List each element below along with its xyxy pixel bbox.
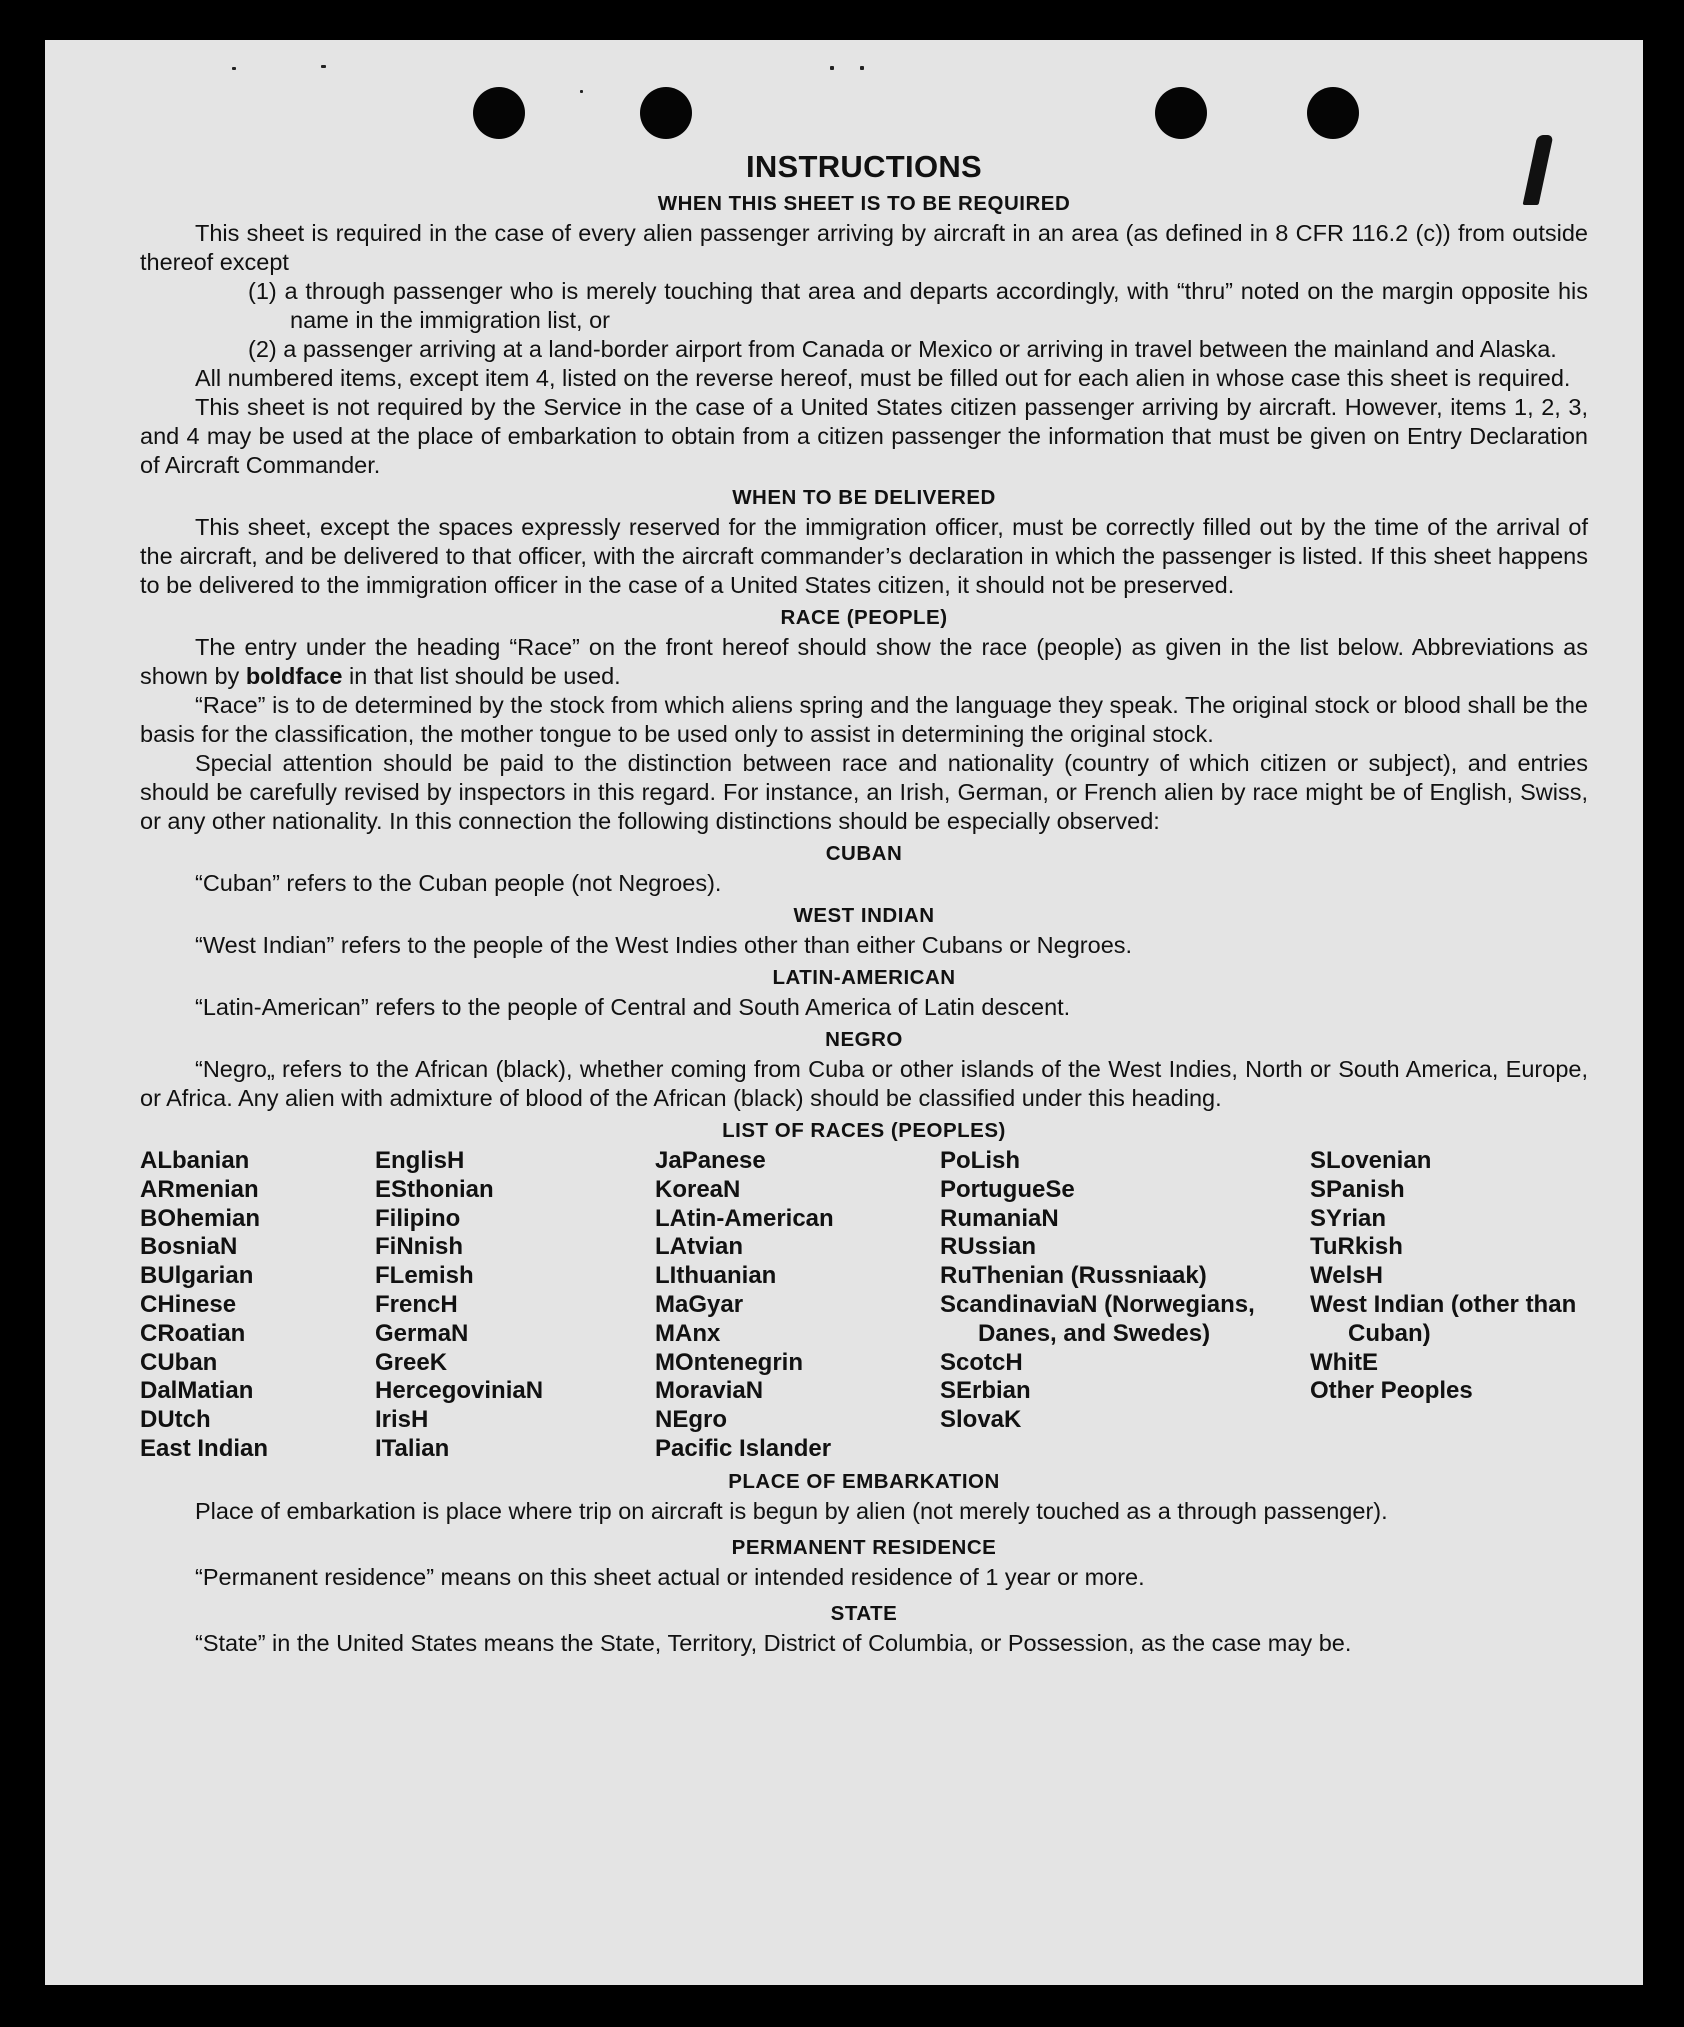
race-entry: SPanish <box>1310 1175 1405 1203</box>
paragraph: All numbered items, except item 4, listed on the reverse hereof, must be filled out for each alien in whose case this sheet is required. <box>195 365 1571 391</box>
section-heading: LIST OF RACES (PEOPLES) <box>722 1119 1006 1142</box>
speck <box>830 66 834 70</box>
races-list <box>140 1147 1588 1464</box>
race-entry: HercegoviniaN <box>375 1377 544 1405</box>
races-column <box>940 1147 1310 1464</box>
speck <box>860 66 864 70</box>
race-entry: RUssian <box>940 1233 1037 1261</box>
paragraph: Special attention should be paid to the distinction between race and nationality (country of which citizen or subject), and entries should be carefully revised by inspectors in this regard. For instance, an Irish, German, or French alien by race might be of English, Swiss, or any other nationality. In this connection the following distinctions should be especially observed: <box>140 750 1588 834</box>
races-column <box>140 1147 375 1464</box>
race-entry: ScotcH <box>940 1348 1023 1376</box>
race-entry: LAtin-American <box>655 1204 834 1232</box>
paragraph: “Negro„ refers to the African (black), whether coming from Cuba or other islands of the West Indies, North or South America, Europe, or Africa. Any alien with admixture of blood of the African (black) should be classified under this heading. <box>140 1056 1588 1111</box>
paragraph: This sheet, except the spaces expressly reserved for the immigration officer, must be correctly filled out by the time of the arrival of the aircraft, and be delivered to that officer, with the aircraft commander’s declaration in which the passenger is listed. If this sheet happens to be delivered to the immigration officer in the case of a United States citizen, it should not be preserved. <box>140 514 1588 598</box>
race-entry: WelsH <box>1310 1262 1383 1290</box>
race-entry: FLemish <box>375 1262 474 1290</box>
race-entry: MoraviaN <box>655 1377 764 1405</box>
speck <box>580 90 583 93</box>
section-heading: NEGRO <box>825 1028 903 1051</box>
race-entry: GreeK <box>375 1348 448 1376</box>
race-entry: Pacific Islander <box>655 1434 832 1462</box>
race-entry: JaPanese <box>655 1147 766 1174</box>
page-title: INSTRUCTIONS <box>745 149 983 184</box>
race-entry: Filipino <box>375 1204 461 1232</box>
race-entry: SYrian <box>1310 1204 1387 1232</box>
punch-hole <box>473 87 525 139</box>
paragraph: “West Indian” refers to the people of the West Indies other than either Cubans or Negroes. <box>195 932 1133 958</box>
bold-word: boldface <box>245 663 343 689</box>
race-entry: BosniaN <box>140 1233 238 1261</box>
race-entry: SLovenian <box>1310 1147 1432 1174</box>
race-entry: ARmenian <box>140 1175 259 1203</box>
paragraph: “Permanent residence” means on this sheet actual or intended residence of 1 year or more. <box>195 1563 1145 1590</box>
race-entry: CUban <box>140 1348 218 1376</box>
race-entry: EnglisH <box>375 1147 465 1174</box>
paragraph: This sheet is required in the case of every alien passenger arriving by aircraft in an area (as defined in 8 CFR 116.2 (c)) from outside thereof except <box>140 220 1588 275</box>
race-entry: ScandinaviaN (Norwegians, Danes, and Swedes) <box>940 1290 1255 1347</box>
race-entry: FrencH <box>375 1290 458 1318</box>
section-heading: WHEN THIS SHEET IS TO BE REQUIRED <box>657 192 1071 215</box>
race-entry: NEgro <box>655 1406 727 1434</box>
paragraph <box>140 633 1588 691</box>
list-item: (1) a through passenger who is merely touching that area and departs accordingly, with “thru” noted on the margin opposite his name in the immigration list, or <box>248 278 1588 333</box>
race-entry: DalMatian <box>140 1377 254 1405</box>
race-entry: GermaN <box>375 1319 469 1347</box>
paragraph: “Cuban” refers to the Cuban people (not Negroes). <box>195 870 722 896</box>
race-entry: BOhemian <box>140 1204 261 1232</box>
race-entry: SErbian <box>940 1377 1031 1405</box>
race-entry: West Indian (other than Cuban) <box>1310 1290 1577 1347</box>
speck <box>321 65 326 68</box>
section-heading: WEST INDIAN <box>793 904 935 927</box>
paragraph: “State” in the United States means the State, Territory, District of Columbia, or Possession, as the case may be. <box>195 1629 1352 1656</box>
race-entry: LIthuanian <box>655 1262 777 1290</box>
race-entry: MaGyar <box>655 1290 744 1318</box>
race-entry: ITalian <box>375 1434 450 1462</box>
race-entry: MAnx <box>655 1319 721 1347</box>
text-run: in that list should be used. <box>342 663 621 689</box>
races-column <box>375 1147 655 1464</box>
race-entry: LAtvian <box>655 1233 744 1261</box>
document-page <box>45 40 1643 1985</box>
race-entry: Other Peoples <box>1310 1377 1473 1405</box>
race-entry: MOntenegrin <box>655 1348 803 1376</box>
text-run: The entry under the heading “Race” on the front hereof should show the race (people) as given in the list below. Abbreviations as shown by <box>140 634 1588 689</box>
paragraph: Place of embarkation is place where trip on aircraft is begun by alien (not merely touched as a through passenger). <box>195 1497 1388 1524</box>
punch-hole <box>640 87 692 139</box>
race-entry: KoreaN <box>655 1175 741 1203</box>
race-entry: East Indian <box>140 1434 269 1462</box>
paragraph: This sheet is not required by the Service in the case of a United States citizen passenger arriving by aircraft. However, items 1, 2, 3, and 4 may be used at the place of embarkation to obtain from a citizen passenger the information that must be given on Entry Declaration of Aircraft Commander. <box>140 394 1588 478</box>
race-entry: FiNnish <box>375 1233 463 1261</box>
section-heading: STATE <box>830 1601 898 1625</box>
section-heading: PERMANENT RESIDENCE <box>731 1535 997 1559</box>
race-entry: TuRkish <box>1310 1233 1403 1261</box>
punch-hole <box>1155 87 1207 139</box>
section-heading: CUBAN <box>825 842 903 865</box>
paragraph: “Race” is to de determined by the stock from which aliens spring and the language they speak. The original stock or blood shall be the basis for the classification, the mother tongue to be used only to assist in determining the original stock. <box>140 692 1588 747</box>
race-entry: DUtch <box>140 1406 211 1434</box>
race-entry: WhitE <box>1310 1348 1378 1376</box>
race-entry: CRoatian <box>140 1319 246 1347</box>
races-column <box>655 1147 940 1464</box>
speck <box>232 67 236 70</box>
race-entry: ALbanian <box>140 1147 250 1174</box>
race-entry: RuThenian (Russniaak) <box>940 1262 1207 1290</box>
section-heading: WHEN TO BE DELIVERED <box>732 486 996 509</box>
race-entry: CHinese <box>140 1290 237 1318</box>
races-column <box>1310 1147 1577 1464</box>
paragraph: “Latin-American” refers to the people of Central and South America of Latin descent. <box>195 994 1071 1020</box>
race-entry: IrisH <box>375 1406 429 1434</box>
section-heading: LATIN-AMERICAN <box>772 966 956 989</box>
race-entry: PoLish <box>940 1147 1021 1174</box>
section-heading: RACE (PEOPLE) <box>780 606 948 629</box>
list-item: (2) a passenger arriving at a land-border airport from Canada or Mexico or arriving in travel between the mainland and Alaska. <box>248 336 1557 362</box>
instructions-content <box>140 148 1588 1658</box>
race-entry: BUlgarian <box>140 1262 254 1290</box>
race-entry: ESthonian <box>375 1175 494 1203</box>
race-entry: SlovaK <box>940 1406 1022 1434</box>
race-entry: PortugueSe <box>940 1175 1075 1203</box>
race-entry: RumaniaN <box>940 1204 1059 1232</box>
punch-hole <box>1307 87 1359 139</box>
section-heading: PLACE OF EMBARKATION <box>728 1469 1000 1493</box>
